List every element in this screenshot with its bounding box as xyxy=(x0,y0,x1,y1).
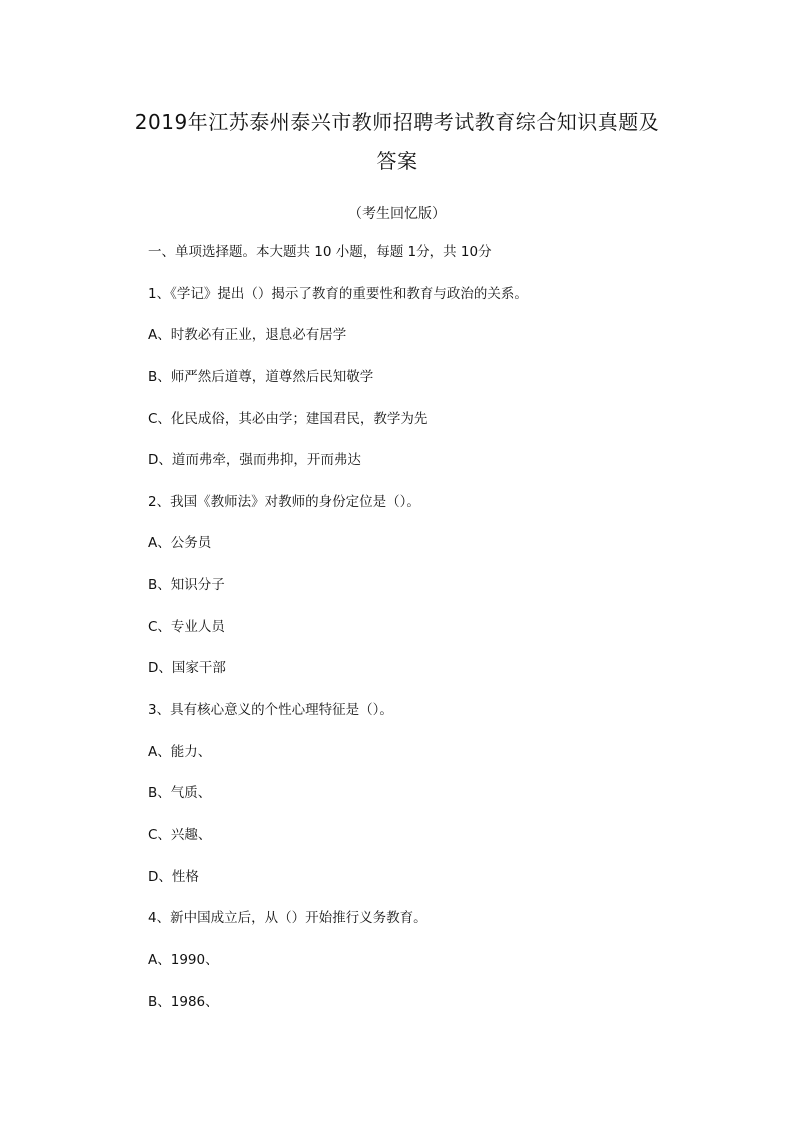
document-title-line-1: 2019年江苏泰州泰兴市教师招聘考试教育综合知识真题及 xyxy=(134,110,660,134)
document-title-line-2: 答案 xyxy=(376,149,418,173)
question-1: 1、《学记》提出（）揭示了教育的重要性和教育与政治的关系。 xyxy=(148,285,528,302)
question-1-option-a: A、时教必有正业，退息必有居学 xyxy=(148,327,347,344)
question-1-option-b: B、师严然后道尊，道尊然后民知敬学 xyxy=(148,368,374,385)
document-body xyxy=(148,232,528,1023)
question-2-option-a: A、公务员 xyxy=(148,535,212,552)
question-2-option-c: C、专业人员 xyxy=(148,618,225,635)
question-3-option-b: B、气质、 xyxy=(148,785,212,802)
question-1-option-c: C、化民成俗，其必由学；建国君民，教学为先 xyxy=(148,410,428,427)
question-2-option-d: D、国家干部 xyxy=(148,660,226,677)
question-3: 3、具有核心意义的个性心理特征是（）。 xyxy=(148,702,393,719)
question-4: 4、新中国成立后，从（）开始推行义务教育。 xyxy=(148,910,427,927)
question-4-option-b: B、1986、 xyxy=(148,993,219,1010)
question-3-option-c: C、兴趣、 xyxy=(148,826,212,843)
section-heading: 一、单项选择题。本大题共 10 小题，每题 1分，共 10分 xyxy=(148,244,492,260)
document-subtitle: （考生回忆版） xyxy=(348,206,446,222)
question-3-option-d: D、性格 xyxy=(148,868,199,885)
question-1-option-d: D、道而弗牵，强而弗抑，开而弗达 xyxy=(148,452,361,469)
question-3-option-a: A、能力、 xyxy=(148,743,212,760)
question-2: 2、我国《教师法》对教师的身份定位是（）。 xyxy=(148,493,420,510)
question-4-option-a: A、1990、 xyxy=(148,951,219,968)
question-2-option-b: B、知识分子 xyxy=(148,577,225,594)
